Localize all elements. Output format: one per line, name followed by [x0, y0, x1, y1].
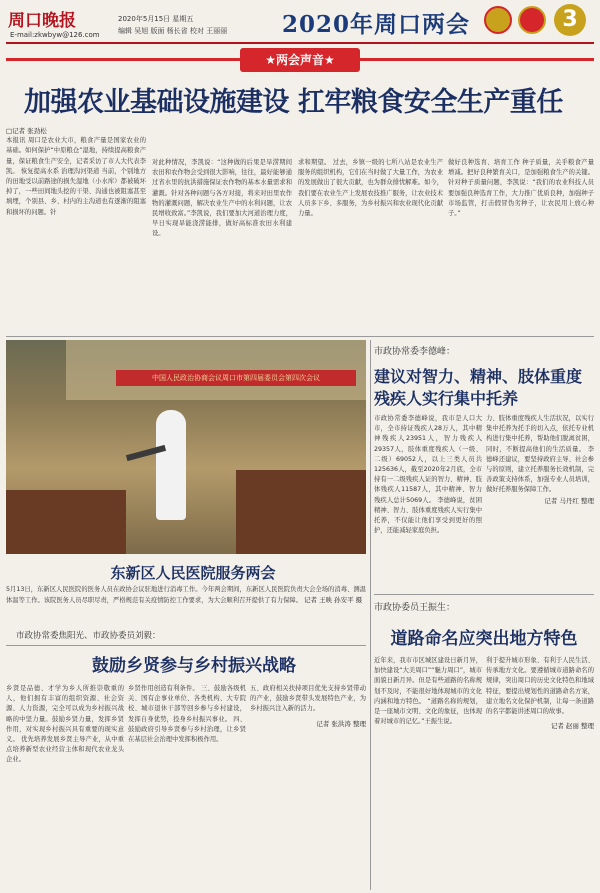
article3-byline: 市政协常委焦阳光、市政协委员刘毅： [16, 631, 161, 641]
article2-col2-text: 力、肢体重度残疾人生活状况，以实行集中托养为托手的切入点，依托专业机构进行集中托养，帮助他们脱离贫困，同时，不断提高他们的生活质量。 李德峰还建议，要坚持政府主导、社会参与的原则，建立托养服务长效机制，完善政策支持体系，加强专业人员培训，做好托养服务保障工作。 [486, 415, 594, 494]
photo-description-text: 5月13日，东新区人民医院的医务人员在政协会议驻地进行消毒工作。今年两会期间，东新区人民医院负责大会全场的消毒、测温体温等工作。该院医务人员尽职尽责，严格规范有关疫情防控工作要求，为大会顺利召开提供了有力保障。 [6, 586, 366, 605]
page-title: 2020年周口两会 [282, 11, 471, 38]
article1-column-2: 对此种情况，李凯说：“这种做的后果是旱涝期间农田和农作物会受到很大影响，往往，最好能够通过省水里的抗洪措施保证农作物的基本水量需求和灌溉。针对各种问题与各方对接，将来对田里农作物的灌溉问题，解决农业生产中的水利问题，让农民增收致富。”李凯说，我们要加大河道治理力度，早日实现旱能浇涝能排，做好高标准农田水利建设。 [152, 159, 292, 238]
article2-headline: 建议对智力、精神、肢体重度残疾人实行集中托养 [374, 367, 583, 408]
article4-column-1: 近年来，我市市区城区建设日新月异，加快建设“大美周口”“魅力周口”，城市面貌日新月异。但是有些道路的名称规划不及时，不能很好地体现城市的文化内涵和地方特色。 “道路名称的规划，是一座城市文明、文化的象征，也体现着对城市的记忆。”王振生说。 [374, 657, 482, 726]
news-photo [6, 340, 366, 554]
photo-credit: 记者 王映 孙安平 摄 [303, 596, 363, 605]
article1-byline: □记者 张劲松 [6, 127, 47, 135]
article3-column-2: 乡贤作用创造有利条件。 三、鼓励各级机关、国有企事业单位、各类机构、大专院校、城市退休干部等回乡参与乡村建设，发挥自身优势，投身乡村振兴事业。 四、鼓励政府引导乡贤参与乡村治理，让乡贤在基层社会治理中发挥积极作用。 [128, 685, 246, 744]
page-number-badge: 3 [554, 4, 586, 36]
article3-column-3 [250, 684, 366, 884]
section-tag: ★两会声音★ [240, 48, 360, 72]
column-divider [370, 340, 371, 890]
article4-col2-text: 利于提升城市形象、有利于人民生活、传承地方文化。要遵循城市道路命名的规律，突出周口的历史文化特色和地域特征，要提出规划性的道路命名方案，建立地名文化保护机制，让每一条道路的名字都能讲述周口的故事。 [486, 657, 594, 716]
editor-credits: 编辑 吴旭 版面 杨长省 校对 王丽丽 [118, 27, 228, 35]
article3-column-1: 乡贤是品德、才学为乡人所推崇敬重的人，他们拥有丰富的组织资源、社会资源、人力资源，完全可以成为乡村振兴战略的中坚力量。鼓励乡贤力量，发挥乡贤作用，对实现乡村振兴具有重要的现实意义。 优先培养发展乡贤主导产业，从中重点培养新型农业经营主体和现代农业龙头企业。 [6, 685, 124, 764]
issue-date: 2020年5月15日 星期五 [118, 15, 194, 23]
photo-desk-right [236, 470, 366, 554]
article2-byline: 市政协常委李德峰： [374, 347, 456, 357]
national-emblem-icon [484, 6, 512, 34]
article4-column-2 [486, 656, 594, 886]
article4-byline: 市政协委员王振生： [374, 603, 456, 613]
article3-col3-text: 五、政府相关扶持项目优先支持乡贤带动的产业，鼓励乡贤带头发展特色产业，为乡村振兴注入新的活力。 [250, 685, 366, 713]
masthead-logo: 周口晚报 [8, 11, 76, 31]
header-divider [6, 42, 594, 44]
article1-headline: 加强农业基础设施建设 扛牢粮食安全生产重任 [24, 87, 563, 118]
photo-banner-text: 中国人民政治协商会议周口市第四届委员会第四次会议 [152, 374, 320, 382]
article4-headline: 道路命名应突出地方特色 [390, 629, 578, 649]
photo-desk-left [6, 490, 126, 554]
article4-credit: 记者 赵丽 整理 [550, 722, 594, 731]
article1-column-3: 求和期望。 过去，乡镇一级的七所八站是农业生产服务的组织机构，它们在当时做了大量工作，为农业的发展做出了很大贡献，也为群众排忧解难。如今，我们要在农业生产上发展农技推广服务，让农业技术人员多下乡、多服务，为乡村振兴和农业现代化贡献力量。 [298, 159, 443, 218]
article2-column-2 [486, 414, 594, 590]
article1-column-4: 做好良种选育、培育工作 种子质量，关乎粮食产量增减。把好良种繁育关口，是加强粮食生产的关键。针对种子质量问题，李凯说：“我们的农业科技人员要加强良种选育工作，大力推广优质良种，加强种子市场监管，打击假冒伪劣种子，让农民用上放心种子。” [448, 159, 594, 218]
article2-credit: 记者 马丹红 整理 [544, 496, 594, 505]
photo-banner [116, 370, 356, 386]
photo-medical-worker [156, 410, 186, 520]
article3-headline: 鼓励乡贤参与乡村振兴战略 [92, 656, 296, 676]
article3-credit: 记者 张洪涛 整理 [316, 719, 366, 728]
article-divider [6, 645, 366, 646]
section-banner [6, 48, 594, 72]
cppcc-emblem-icon [518, 6, 546, 34]
email-address: E-mail:zkwbyw@126.com [10, 31, 100, 39]
article1-col1-text: 本报讯 周口是农业大市，粮食产量是国家农业的基础。如何保护“中原粮仓”湿地，持续提高粮食产量，保证粮食生产安全，记者采访了市人大代表李凯。 恢复提高水系 治理沟河渠道 当前，个别地方的田地受以前路途的损失湿地（小水库）都被破坏掉了，一些田间地头挖的干渠、沟通也被阻塞甚至填埋，个别县、乡、村内的主沟道也有逐渐的阻塞和损坏的问题。针 [6, 137, 146, 216]
section-divider [6, 336, 594, 337]
photo-caption: 东新区人民医院服务两会 [110, 564, 276, 582]
article1-column-1 [6, 126, 146, 332]
article-divider [374, 594, 594, 595]
article2-column-1: 市政协常委李德峰说，我市是人口大市，全市持证残疾人28万人，其中精神残疾人23951人，智力残疾人29357人，肢体重度残疾人（一级、二级）69052人，以上三类人员共125636人，截至2020年2月底，全市持有一二级残疾人证的智力、精神、肢体残疾人11587人，其中精神、智力残疾人总计5069人。 李德峰说，贫困精神、智力、肢体重度残疾人实行集中托养，不仅能让他们享受到更好的照护，还能减轻家庭负担。 [374, 415, 482, 535]
